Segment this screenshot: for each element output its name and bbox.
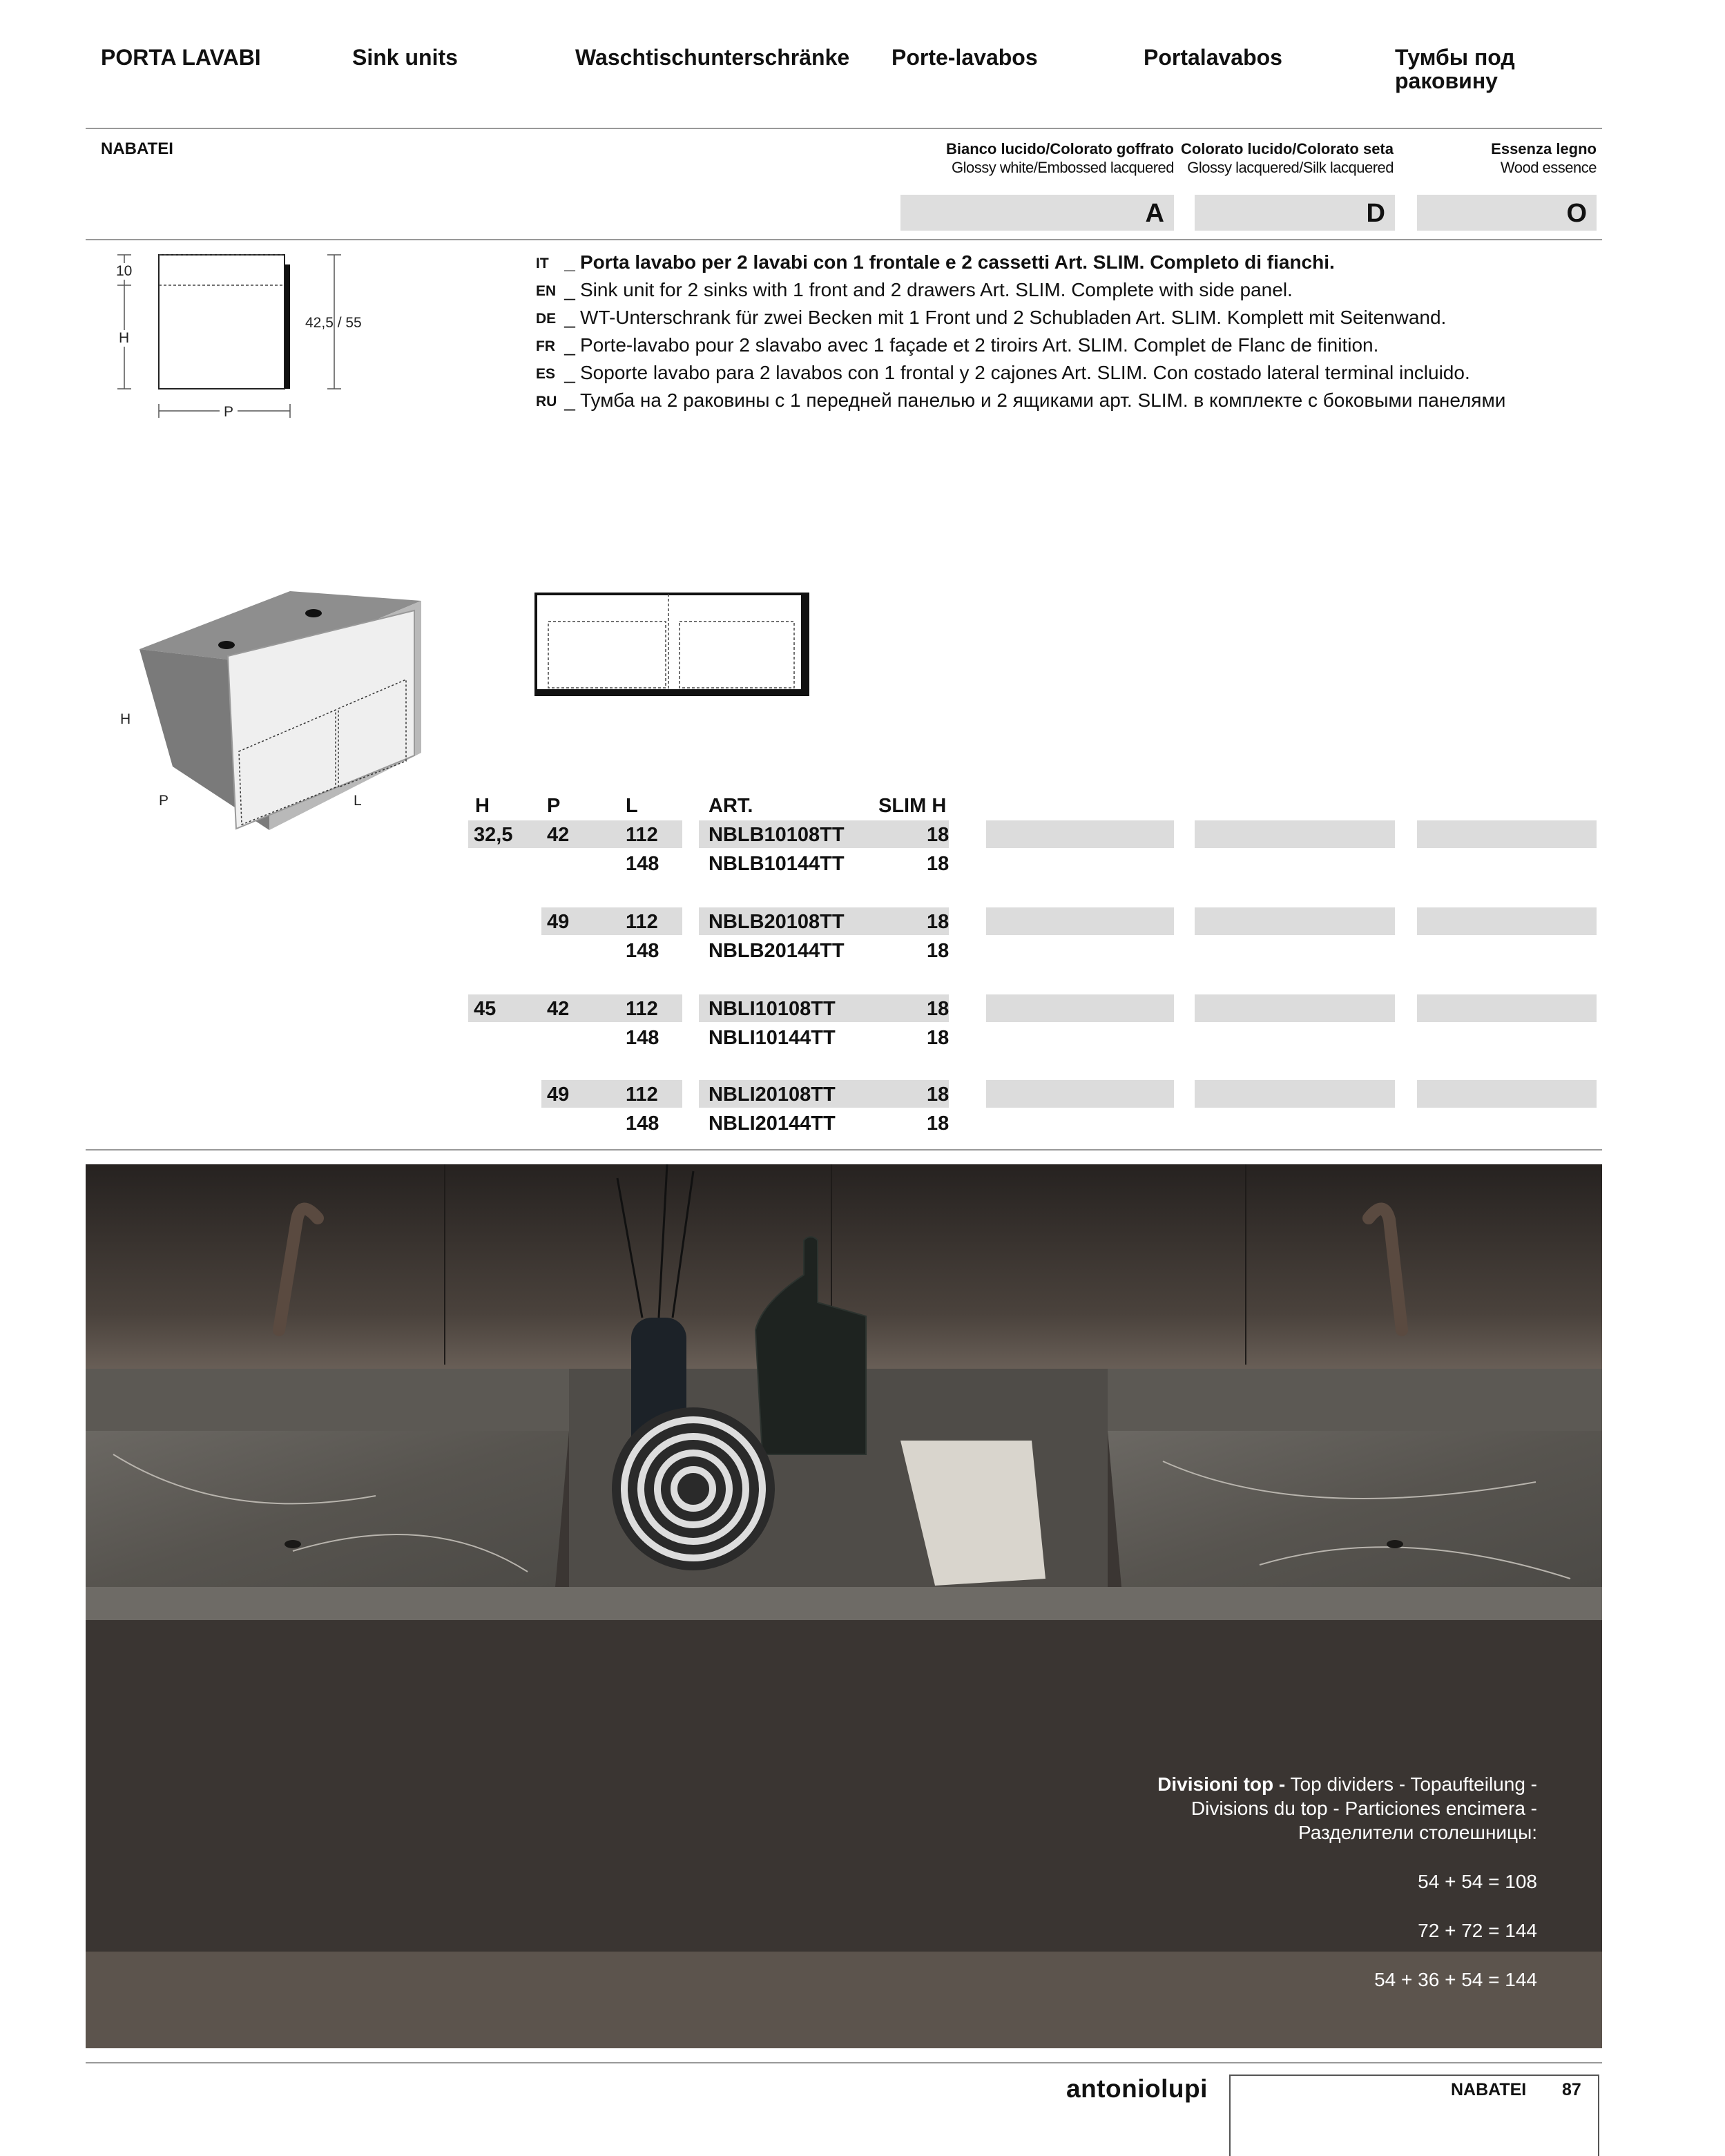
header-title-en: Sink units [352,45,458,70]
table-header-h: H [475,795,490,817]
caption-text: Top dividers - Topaufteilung - Divisions du top - Particiones encimera - Разделители столешницы: [1191,1773,1537,1843]
finish-a-name: Bianco lucido/Colorato goffrato [946,140,1174,157]
finish-d-cell [1195,820,1395,848]
side-view-diagram [104,245,380,432]
product-photo [86,1164,1602,2048]
photo-caption [1123,1772,1537,1992]
finish-o-heading [1381,139,1597,177]
dim-h-label: H [119,330,130,346]
finish-code-o: O [1417,195,1597,231]
cabinet-3d-drawing [131,587,435,836]
header-title-it: PORTA LAVABI [101,45,261,70]
description-es: ES _ Soporte lavabo para 2 lavabos con 1 frontal y 2 cajones Art. SLIM. Con costado lateral terminal incluido. [536,362,1470,383]
page-number: 87 [1562,2080,1581,2099]
footer-box [1229,2075,1599,2156]
finish-d-name-en: Glossy lacquered/Silk lacquered [1187,159,1394,176]
finish-code-d: D [1195,195,1395,231]
table-rule [86,1149,1602,1151]
collection-label: NABATEI [101,139,173,158]
finish-d-cell [1195,1080,1395,1108]
finish-a-cell [986,1080,1174,1108]
finish-code-a: A [900,195,1174,231]
footer-rule [86,2062,1602,2063]
dim-depth-range: 42,5 / 55 [305,315,362,331]
dim-top-height: 10 [116,263,133,279]
cabinet-h-label: H [120,711,131,727]
footer-collection: NABATEI [1451,2080,1527,2099]
header-title-ru: Тумбы под раковину [1395,45,1515,93]
division-line: 54 + 36 + 54 = 144 [1374,1969,1537,1990]
finish-o-cell [1417,1080,1597,1108]
finish-a-name-en: Glossy white/Embossed lacquered [952,159,1174,176]
header-title-es: Portalavabos [1144,45,1282,70]
dim-p-label: P [220,404,238,421]
cabinet-l-label: L [354,793,362,809]
caption-title: Divisioni top - [1157,1773,1286,1795]
division-line: 72 + 72 = 144 [1418,1920,1537,1941]
finish-a-cell [986,820,1174,848]
finish-rule [86,239,1602,240]
header-title-de: Waschtischunterschränke [575,45,850,70]
table-header-slim: SLIM H [878,795,947,817]
table-header-art: ART. [709,795,753,817]
finish-o-name: Essenza legno [1491,140,1597,157]
table-header-l: L [626,795,638,817]
description-de: DE _ WT-Unterschrank für zwei Becken mit 1 Front und 2 Schubladen Art. SLIM. Komplett mit Seitenwand. [536,307,1447,328]
description-ru: RU _ Тумба на 2 раковины с 1 передней панелью и 2 ящиками арт. SLIM. в комплекте с боковыми панелями [536,389,1506,411]
finish-d-cell [1195,907,1395,935]
finish-o-cell [1417,907,1597,935]
header-rule [86,128,1602,129]
brand-logo: antoniolupi [1066,2075,1208,2103]
finish-a-cell [986,907,1174,935]
cabinet-p-label: P [159,793,169,809]
description-en: EN _ Sink unit for 2 sinks with 1 front and 2 drawers Art. SLIM. Complete with side panel. [536,279,1293,300]
description-it: IT _ Porta lavabo per 2 lavabi con 1 frontale e 2 cassetti Art. SLIM. Completo di fianchi. [536,251,1335,273]
division-line: 54 + 54 = 108 [1418,1871,1537,1892]
finish-a-cell [986,994,1174,1022]
description-list [536,249,1613,414]
finish-d-heading [1126,139,1394,177]
finish-o-cell [1417,994,1597,1022]
table-header-p: P [547,795,561,817]
finish-d-cell [1195,994,1395,1022]
finish-o-name-en: Wood essence [1500,159,1597,176]
description-fr: FR _ Porte-lavabo pour 2 slavabo avec 1 façade et 2 tiroirs Art. SLIM. Complet de Flanc de finition. [536,334,1379,356]
front-view-diagram [534,593,811,696]
finish-o-cell [1417,820,1597,848]
header-title-fr: Porte-lavabos [892,45,1038,70]
finish-d-name: Colorato lucido/Colorato seta [1180,140,1394,157]
